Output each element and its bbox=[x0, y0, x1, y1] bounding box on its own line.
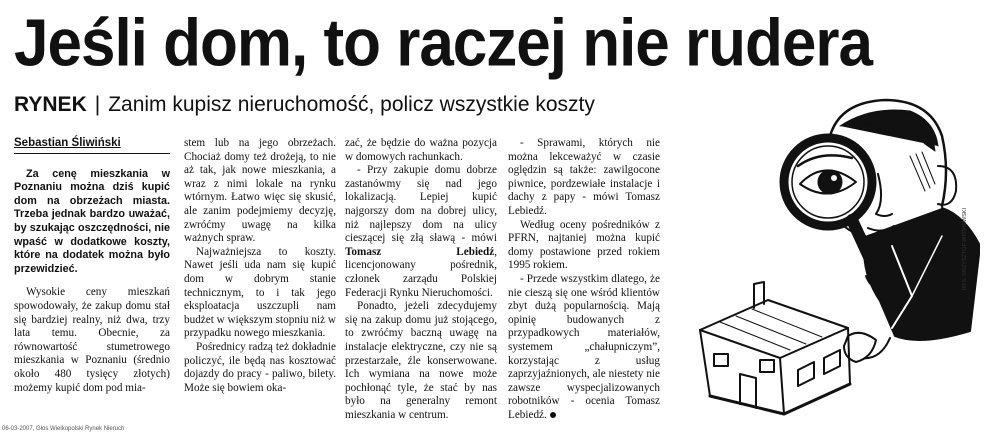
end-mark-icon bbox=[550, 412, 556, 418]
paragraph: zać, że będzie do ważna pozycja w domowych rachunkach. bbox=[345, 137, 497, 163]
paragraph: Pośrednicy radzą też dokładnie policzyć, ile będą nas kosztować dojazdy do pracy - paliwo, bilety. Może się bowiem oka- bbox=[184, 340, 336, 394]
subheadline-bar bbox=[14, 90, 595, 120]
illustration-credit: RYS. KRZYSZTOF WIŚNIEWSKI bbox=[962, 207, 968, 290]
section-separator: | bbox=[94, 93, 101, 116]
source-footer: 06-03-2007, Głos Wielkopolski Rynek Nieruch bbox=[2, 426, 125, 432]
lead-paragraph: Za cenę mieszkania w Poznaniu można dziś kupić dom na obrzeżach miasta. Trzeba jednak bardzo uważać, by szukając oszczędności, nie wpaść w dodatkowe koszty, które na dodatek można było przewidzieć. bbox=[14, 167, 170, 275]
quote-text-end: , licencjonowany pośrednik, członek zarządu Polskiej Federacji Rynku Nieruchomości. bbox=[345, 245, 497, 299]
paragraph-quote bbox=[345, 164, 497, 300]
paragraph: Według oceny pośredników z PFRN, najtaniej można kupić domy postawione przed rokiem 1995 rokiem. bbox=[508, 218, 660, 272]
man-with-magnifier-illustration bbox=[680, 96, 980, 418]
paragraph: - Sprawami, których nie można lekceważyć w czasie oględzin są także: zawilgocone piwnice, pordzewiałe instalacje i dachy z papy - mówi Tomasz Lebiedź. bbox=[508, 137, 660, 217]
paragraph-final bbox=[508, 273, 660, 423]
magnifying-glass-icon bbox=[784, 138, 876, 272]
paragraph-text: - Przede wszystkim dlatego, że nie cieszą się one wśród klientów zbyt dużą popularnością. Mają opinię budowanych z przypadkowych materiałów, systemem „chałupniczym”, korzystając z usług zaprzyjaźnionych, ale niestety nie zawsze wyspecjalizowanych robotników - ocenia Tomasz Lebiedź. bbox=[508, 272, 660, 421]
subheadline: Zanim kupisz nieruchomość, policz wszystkie koszty bbox=[108, 93, 595, 116]
paragraph: Wysokie ceny mieszkań spowodowały, że zakup domu stał się bardziej realny, niż dwa, trzy lata temu. Obecnie, za równowartość stumetrowego mieszkania w Poznaniu (średnio około 480 tysięcy złotych) możemy kupić dom pod mia- bbox=[14, 286, 170, 394]
column-2 bbox=[184, 137, 336, 395]
column-4 bbox=[508, 137, 660, 422]
paragraph: Ponadto, jeżeli zdecydujemy się na zakup domu już stojącego, to zwróćmy baczną uwagę na instalacje elektryczne, czy nie są przestarzałe, źle konserwowane. Ich wymiana na nowe może pochłonąć tyle, że stać by nas było na generalny remont mieszkania w centrum. bbox=[345, 300, 497, 421]
quoted-person: Tomasz Lebiedź bbox=[345, 245, 495, 258]
paragraph: stem lub na jego obrzeżach. Chociaż domy też drożeją, to nie aż tak, jak nowe mieszkania, a wraz z nimi lokale na rynku wtórnym. Łatwo więc się skusić, ale zanim podejmiemy decyzję, zwróćmy uwagę na kilka ważnych spraw. bbox=[184, 137, 336, 245]
paragraph: Najważniejsza to koszty. Nawet jeśli uda nam się kupić dom w dobrym stanie technicznym, to i tak jego eksploatacja uszczupli nam budżet w większym stopniu niż w przypadku nowego mieszkania. bbox=[184, 245, 336, 340]
house-icon bbox=[700, 282, 850, 414]
column-1 bbox=[14, 137, 170, 395]
column-3 bbox=[345, 137, 497, 422]
quote-text: - Przy zakupie domu dobrze zastanówmy się nad jego lokalizacją. Lepiej kupić najgorszy dom na dobrej ulicy, niż najlepszy dom na ulicy cieszącej się złą sławą - mówi bbox=[345, 164, 497, 245]
section-label: RYNEK bbox=[14, 93, 87, 116]
man-body bbox=[844, 208, 980, 362]
headline: Jeśli dom, to raczej nie rudera bbox=[14, 6, 872, 81]
byline: Sebastian Śliwiński bbox=[14, 137, 170, 154]
